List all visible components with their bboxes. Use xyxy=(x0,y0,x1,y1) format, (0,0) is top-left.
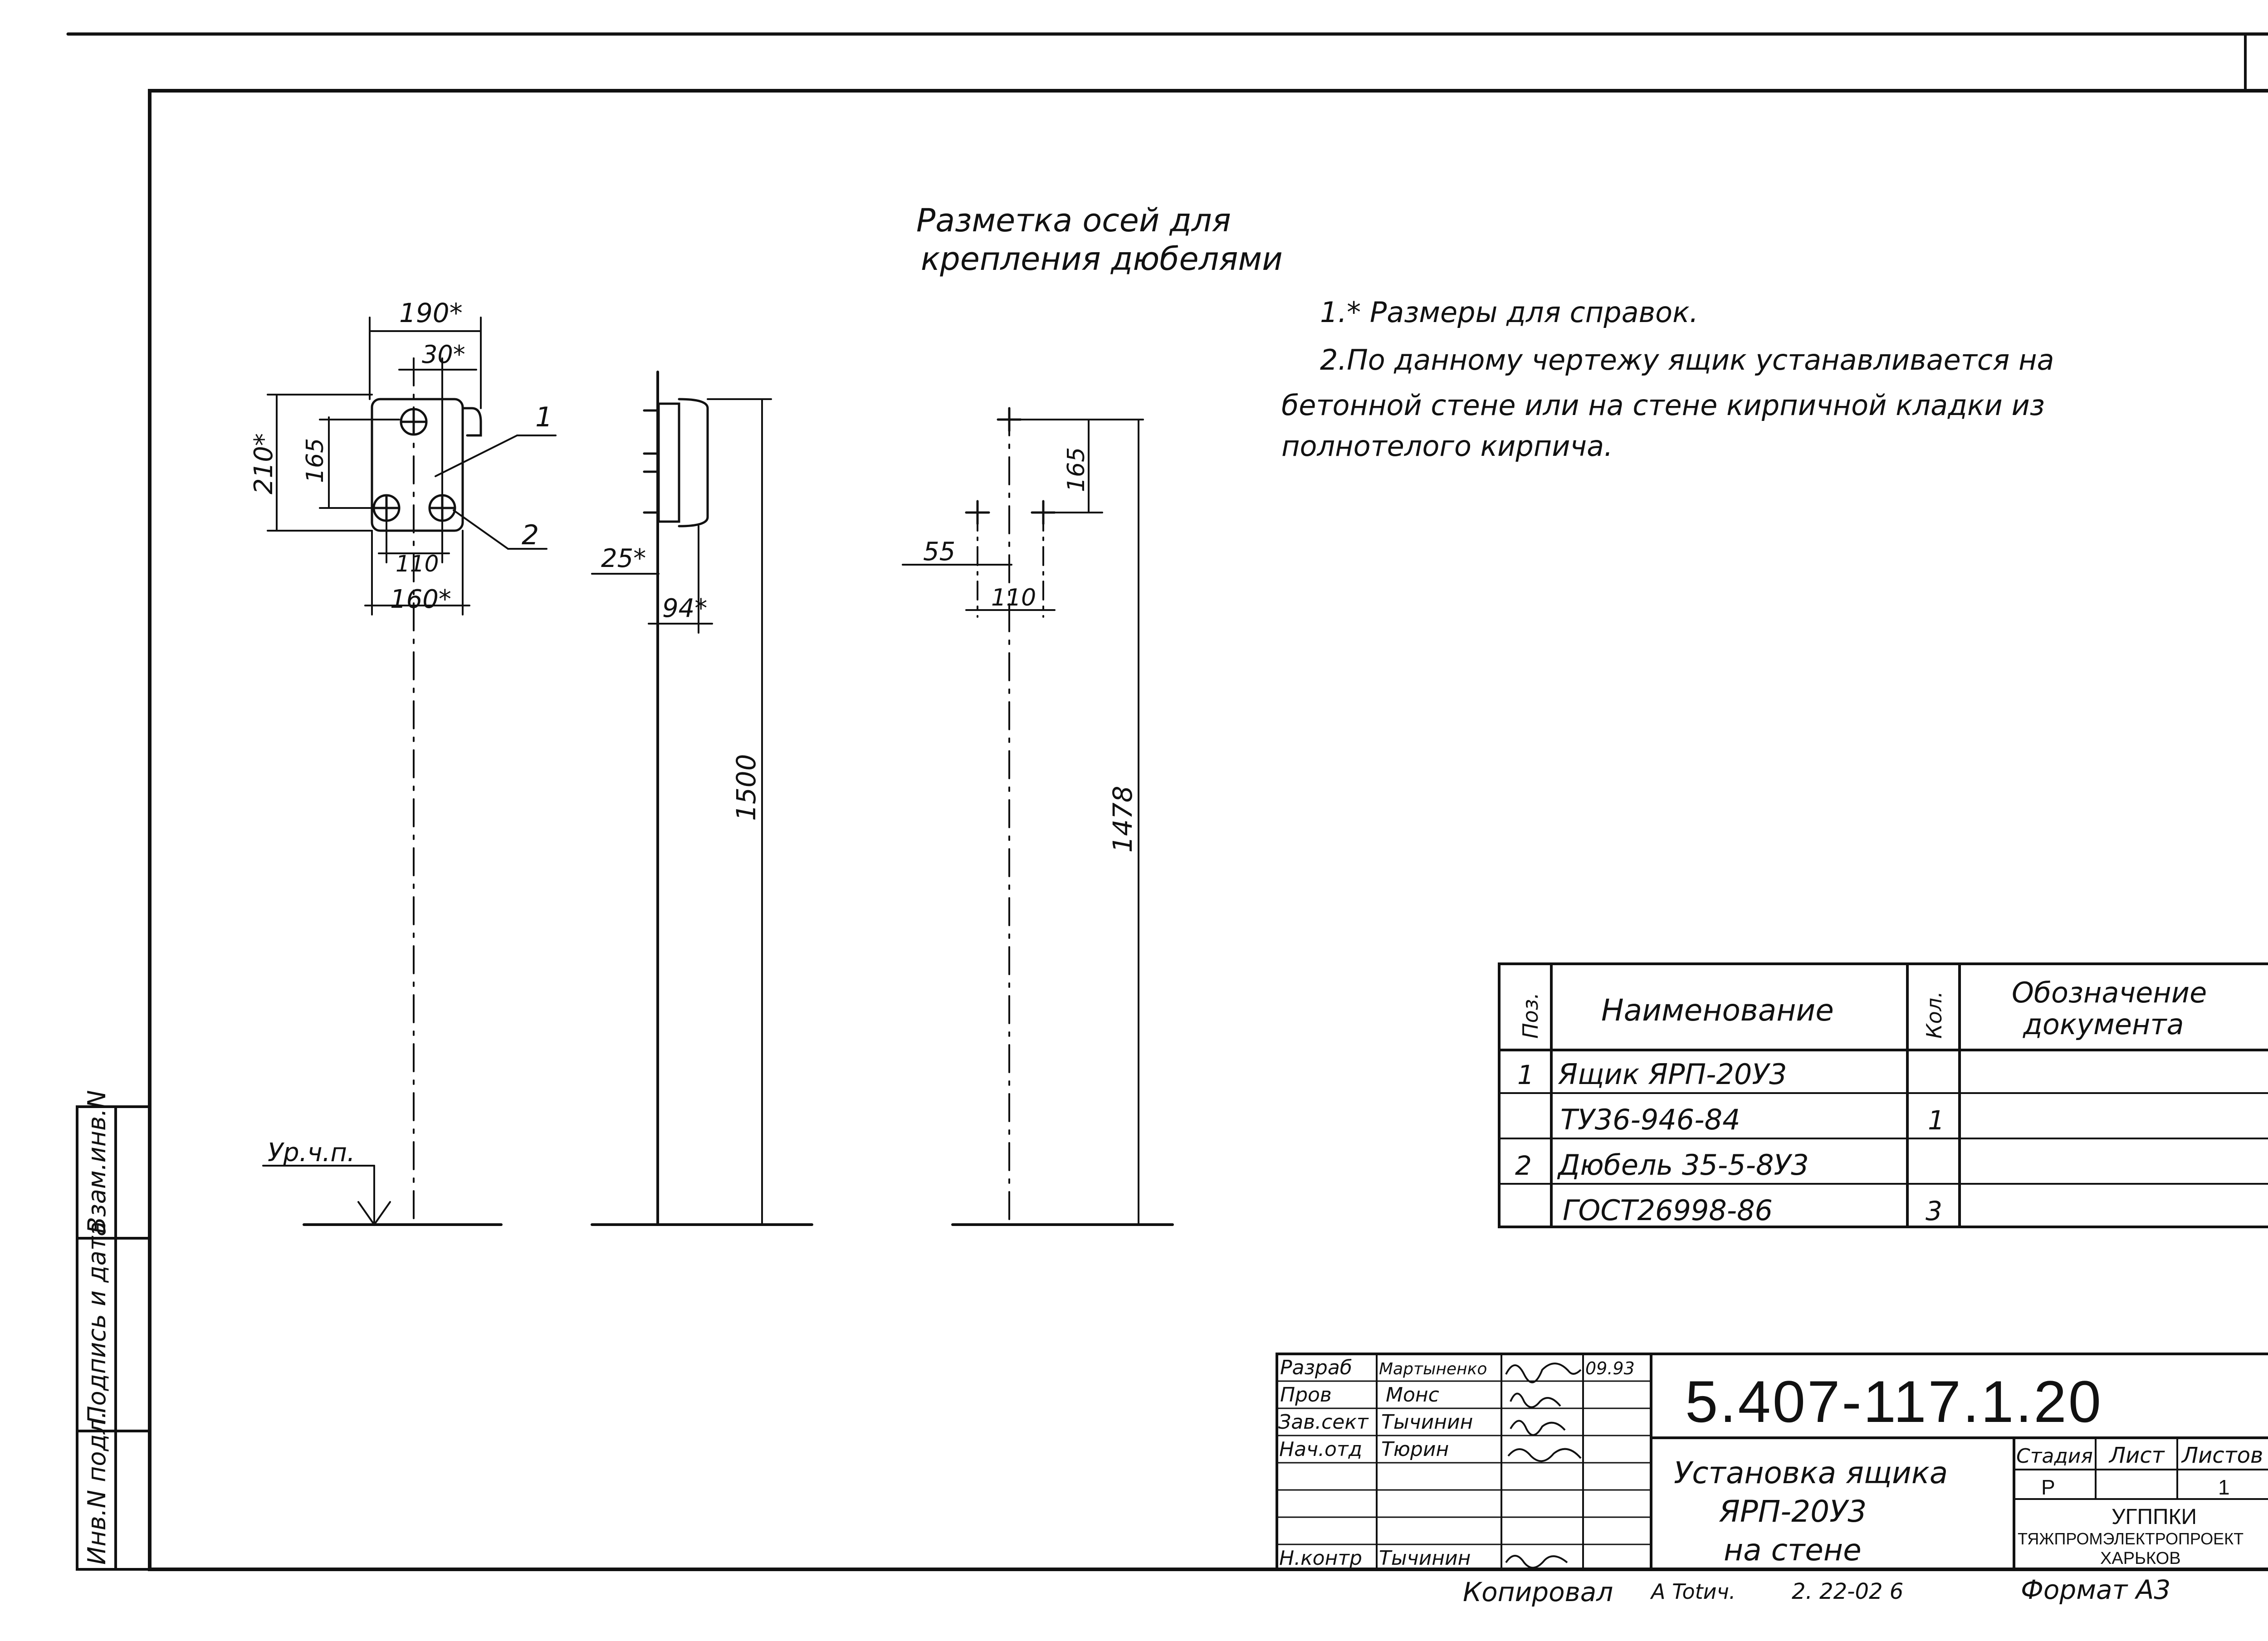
note-line-1: 1.* Размеры для справок. xyxy=(1320,296,1699,329)
side-stamp-replaced-inv: Взам.инв.N xyxy=(83,1090,111,1234)
side-dim-depth: 94* xyxy=(662,594,708,623)
stage-value: Р xyxy=(2041,1475,2055,1499)
note-line-4: полнотелого кирпича. xyxy=(1281,430,1613,463)
side-dim-offset: 25* xyxy=(601,544,646,573)
sheets-label: Листов xyxy=(2182,1443,2263,1468)
sheet-label: Лист xyxy=(2109,1443,2165,1468)
role-norm-control: Н.контр xyxy=(1279,1547,1362,1570)
dim-width: 190* xyxy=(399,298,463,328)
drawing-title-line1: Установка ящика xyxy=(1674,1455,1948,1490)
role-head-sector-name: Тычинин xyxy=(1381,1411,1473,1434)
note-line-3: бетонной стене или на стене кирпичной кладки из xyxy=(1281,389,2045,422)
callout-2: 2 xyxy=(522,519,539,551)
side-stamp-inv-orig: Инв.N подл. xyxy=(83,1411,111,1565)
role-check: Пров xyxy=(1280,1383,1332,1407)
role-dev: Разраб xyxy=(1280,1356,1352,1379)
spec-row-1-name: Ящик ЯРП-20У3 xyxy=(1558,1058,1787,1091)
callout-1: 1 xyxy=(535,401,553,433)
copied-signature: A Totич. xyxy=(1651,1579,1736,1604)
side-dim-height: 1500 xyxy=(731,754,762,821)
spec-header-pos: Поз. xyxy=(1518,992,1543,1039)
marking-title-line2: крепления дюбелями xyxy=(921,240,1283,278)
stage-label: Стадия xyxy=(2016,1445,2093,1468)
role-dev-date: 09.93 xyxy=(1585,1358,1635,1378)
drawing-designation: 5.407-117.1.20 xyxy=(1685,1368,2103,1435)
spec-row-4-qty: 3 xyxy=(1926,1196,1942,1226)
marking-dim-height: 1478 xyxy=(1107,786,1138,853)
role-head-dept-name: Тюрин xyxy=(1381,1438,1449,1461)
note-line-2: 2.По данному чертежу ящик устанавливается на xyxy=(1320,343,2054,376)
sheets-value: 1 xyxy=(2218,1475,2230,1499)
org-line-2: ТЯЖПРОМЭЛЕКТРОПРОЕКТ xyxy=(2018,1529,2244,1548)
dim-hole-spacing-v: 165 xyxy=(302,438,329,483)
dim-body-width: 160* xyxy=(390,585,451,614)
spec-header-name: Наименование xyxy=(1601,993,1834,1028)
box-side-profile xyxy=(659,404,679,522)
floor-level-label: Ур.ч.п. xyxy=(268,1138,355,1167)
spec-row-3-pos: 2 xyxy=(1515,1150,1532,1181)
dim-lower-holes: 110 xyxy=(396,551,439,577)
role-dev-name: Мартыненко xyxy=(1379,1360,1487,1378)
spec-row-1-pos: 1 xyxy=(1517,1060,1534,1090)
spec-header-doc-1: Обозначение xyxy=(2012,976,2207,1009)
marking-title-line1: Разметка осей для xyxy=(916,202,1231,239)
spec-row-3-name: Дюбель 35-5-8У3 xyxy=(1558,1148,1809,1182)
role-head-dept: Нач.отд xyxy=(1279,1438,1363,1461)
marking-dim-spacing: 110 xyxy=(991,584,1036,611)
signatures xyxy=(1506,1363,1581,1568)
spec-header-doc-2: документа xyxy=(2023,1008,2184,1041)
org-line-3: ХАРЬКОВ xyxy=(2100,1549,2181,1568)
marking-dim-top: 165 xyxy=(1063,447,1090,492)
format-label: Формат А3 xyxy=(2021,1574,2171,1605)
org-line-1: УГППКИ xyxy=(2112,1505,2197,1529)
marking-dim-side: 55 xyxy=(923,537,956,567)
role-norm-control-name: Тычинин xyxy=(1379,1547,1471,1570)
dim-total-height: 210* xyxy=(249,433,279,494)
spec-row-2-name: ТУ36-946-84 xyxy=(1560,1103,1740,1136)
drawing-title-line2: ЯРП-20У3 xyxy=(1719,1494,1867,1529)
drawing-title-line3: на стене xyxy=(1724,1533,1862,1568)
spec-row-4-name: ГОСТ26998-86 xyxy=(1563,1194,1773,1227)
role-check-name: Монс xyxy=(1386,1383,1439,1407)
dim-hole-offset: 30* xyxy=(422,340,465,369)
copied-by: Копировал xyxy=(1463,1577,1613,1607)
box-handle xyxy=(463,408,481,435)
side-stamp-sign-date: Подпись и дата xyxy=(83,1221,111,1424)
side-view xyxy=(592,372,812,1225)
spec-header-qty: Кол. xyxy=(1922,991,1946,1039)
role-head-sector: Зав.сект xyxy=(1278,1411,1369,1434)
copied-date: 2. 22-02 6 xyxy=(1792,1579,1904,1604)
spec-row-2-qty: 1 xyxy=(1928,1105,1945,1136)
